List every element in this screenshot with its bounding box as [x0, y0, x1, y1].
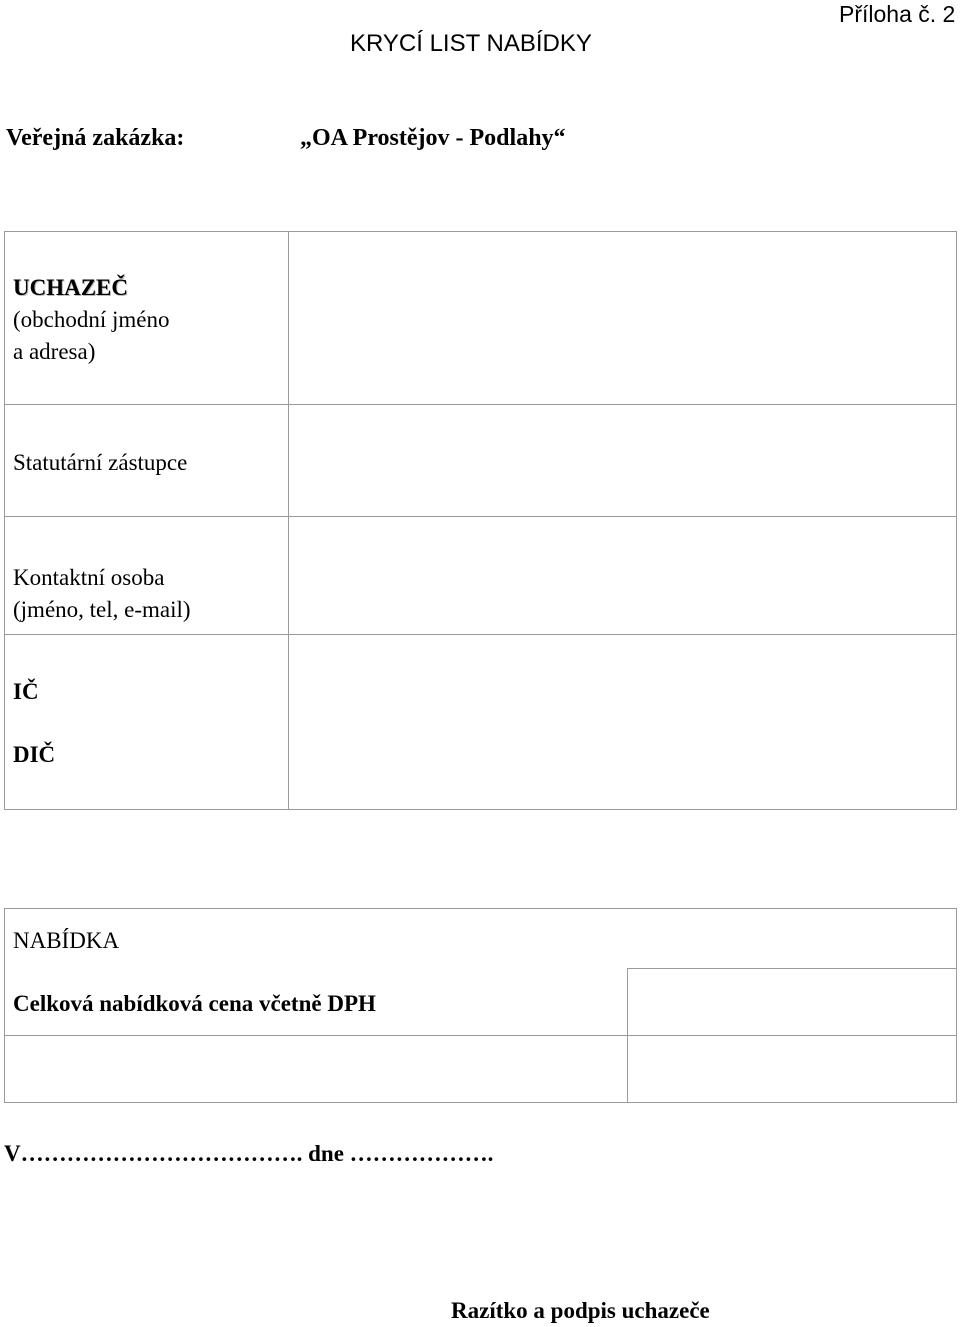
- contact-value-field[interactable]: [290, 518, 954, 633]
- offer-heading: NABÍDKA: [13, 928, 120, 953]
- contact-sublabel: (jméno, tel, e-mail): [13, 597, 191, 622]
- attachment-label: Příloha č. 2: [839, 1, 956, 27]
- contract-label: Veřejná zakázka:: [6, 125, 185, 151]
- signature-label: Razítko a podpis uchazeče: [451, 1298, 710, 1323]
- row-line: [4, 404, 956, 405]
- contract-name: „OA Prostějov - Podlahy“: [300, 125, 566, 151]
- bidder-sublabel-address: a adresa): [13, 339, 96, 364]
- bidder-label: UCHAZEČ: [13, 275, 129, 300]
- place-date-line: V………………………………. dne ……………….: [4, 1141, 494, 1166]
- row-line: [4, 634, 956, 635]
- row-line: [627, 968, 956, 969]
- ic-dic-value-field[interactable]: [290, 636, 954, 807]
- statutory-label: Statutární zástupce: [13, 450, 188, 475]
- price-detail-right-field[interactable]: [629, 1037, 954, 1101]
- price-detail-left-field[interactable]: [6, 1037, 626, 1101]
- ic-label: IČ: [13, 679, 39, 704]
- bidder-sublabel-name: (obchodní jméno: [13, 307, 170, 332]
- row-line: [4, 1035, 956, 1036]
- total-price-value-field[interactable]: [629, 970, 954, 1034]
- bidder-value-field[interactable]: [290, 232, 954, 403]
- bidder-table-divider: [288, 231, 289, 809]
- document-title: KRYCÍ LIST NABÍDKY: [350, 30, 592, 57]
- contact-label: Kontaktní osoba: [13, 565, 165, 590]
- dic-label: DIČ: [13, 742, 56, 767]
- row-line: [4, 516, 956, 517]
- statutory-value-field[interactable]: [290, 406, 954, 515]
- total-price-label: Celková nabídková cena včetně DPH: [13, 991, 376, 1016]
